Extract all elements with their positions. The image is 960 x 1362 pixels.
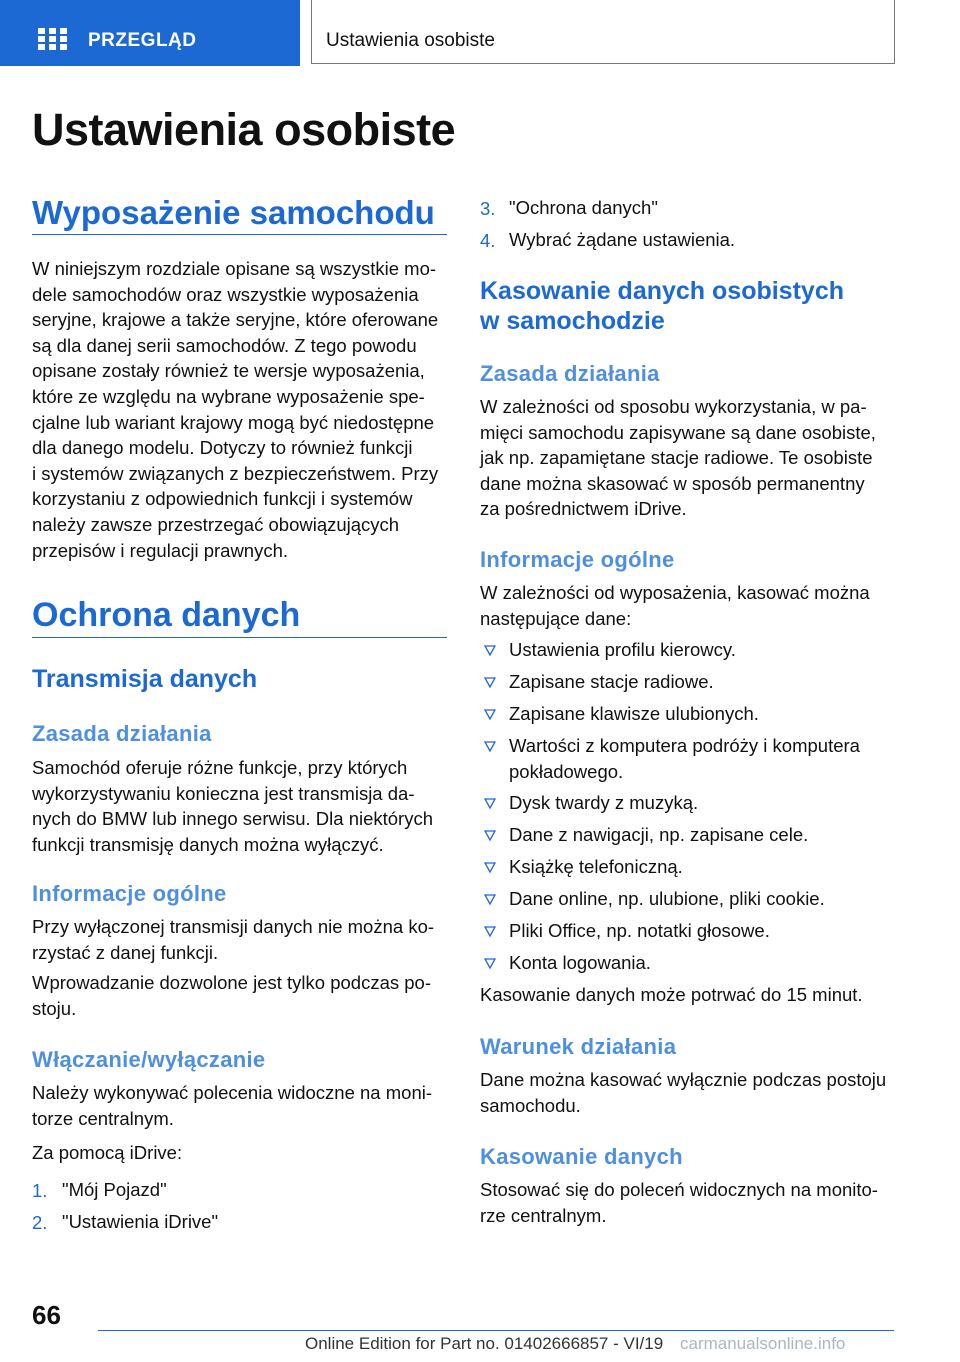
heading-line: Kasowanie danych osobistych [480,277,844,305]
heading-toggle: Włączanie/wyłączanie [32,1047,266,1072]
text-line: W zależności od sposobu wykorzystania, w pa‐ [480,396,867,417]
grid-menu-icon [38,28,68,50]
list-item: Dysk twardy z muzyką. [509,792,699,813]
list-item: Konta logowania. [509,952,651,973]
text-line: i systemów związanych z bezpieczeństwem. Przy [32,462,439,484]
text-line: opisane zostały również te wersje wyposażenia, [32,360,425,382]
heading-data-protection: Ochrona danych [32,596,301,634]
equipment-paragraph [32,256,452,563]
overview-tab-label: PRZEGLĄD [88,30,197,51]
triangle-bullet-icon [484,830,496,842]
heading-principle: Zasada działania [32,721,212,746]
text-line: samochodu. [480,1094,581,1116]
text-line: za pośrednictwem iDrive. [480,498,687,520]
text-line: Przy wyłączonej transmisji danych nie można ko‐ [32,916,435,937]
page-number: 66 [32,1300,61,1330]
text-line: nych do BMW lub innego serwisu. Dla niektórych [32,808,434,830]
text-line: jak np. zapamiętane stacje radiowe. Te osobiste [480,447,873,469]
text-line: korzystaniu z odpowiednich funkcji i systemów [32,488,413,510]
idrive-intro: Za pomocą iDrive: [32,1142,183,1163]
step-number: 4. [480,230,496,251]
heading-general-info: Informacje ogólne [480,547,675,572]
step-number: 3. [480,198,496,219]
text-line: rze centralnym. [480,1204,607,1226]
list-item: Zapisane stacje radiowe. [509,671,714,692]
toggle-paragraph [32,1080,452,1131]
text-line: mięci samochodu zapisywane są dane osobiste, [480,421,876,443]
text-line: dele samochodów oraz wszystkie wyposażenia [32,283,419,305]
text-line: następujące dane: [480,607,632,629]
triangle-bullet-icon [484,709,496,721]
top-navigation [0,0,960,66]
step-text: Wybrać żądane ustawienia. [509,229,736,250]
step-text: "Mój Pojazd" [62,1179,167,1200]
list-item: Pliki Office, np. notatki głosowe. [509,920,770,941]
heading-line: w samochodzie [480,307,665,335]
heading-rule [32,234,447,235]
footer-rule [98,1330,894,1331]
text-line: cjalne lub wariant krajowy mogą być niedostępne [32,411,435,433]
text-line: Dane można kasować wyłącznie podczas postoju [480,1069,887,1090]
delete-time-note: Kasowanie danych może potrwać do 15 minut. [480,984,863,1005]
text-line: dla danego modelu. Dotyczy to również funkcji [32,437,413,459]
general-paragraph-1 [32,914,452,965]
text-line: stoju. [32,997,77,1019]
triangle-bullet-icon [484,798,496,810]
list-item: Dane z nawigacji, np. zapisane cele. [509,824,809,845]
triangle-bullet-icon [484,958,496,970]
text-line: W niniejszym rozdziale opisane są wszystkie mo‐ [32,258,437,279]
edition-text: Online Edition for Part no. 01402666857 - VI/19 [305,1334,664,1353]
list-item [509,733,860,784]
current-section-label: Ustawienia osobiste [326,30,495,51]
principle-paragraph [32,755,452,857]
heading-equipment: Wyposażenie samochodu [32,194,435,231]
list-item: Zapisane klawisze ulubionych. [509,703,759,724]
overview-tab[interactable] [0,0,300,66]
text-line: torze centralnym. [32,1107,174,1129]
list-item: Dane online, np. ulubione, pliki cookie. [509,888,825,909]
list-item: Ustawienia profilu kierowcy. [509,639,736,660]
text-line: należy zawsze przestrzegać obowiązujących [32,513,400,535]
text-line: które ze względu na wybrane wyposażenie spe‐ [32,385,425,407]
text-line: dane można skasować w sposób permanentny [480,472,865,494]
triangle-bullet-icon [484,926,496,938]
watermark: carmanualsonline.info [680,1334,846,1353]
text-line: pokładowego. [509,760,624,782]
text-line: Wartości z komputera podróży i komputera [509,735,860,756]
triangle-bullet-icon [484,741,496,753]
text-line: Samochód oferuje różne funkcje, przy których [32,757,408,778]
text-line: przepisów i regulacji prawnych. [32,539,289,561]
general-paragraph-2 [32,970,452,1021]
heading-rule [32,637,447,638]
text-line: są dla danej serii samochodów. Z tego powodu [32,334,417,356]
principle-paragraph [480,394,900,522]
heading-condition: Warunek działania [480,1034,677,1059]
page-title: Ustawienia osobiste [32,104,456,155]
heading-principle: Zasada działania [480,361,660,386]
deleting-paragraph [480,1177,900,1228]
heading-deleting-data: Kasowanie danych [480,1144,683,1169]
text-line: wykorzystywaniu konieczna jest transmisja da‐ [32,782,415,804]
triangle-bullet-icon [484,645,496,657]
triangle-bullet-icon [484,677,496,689]
step-number: 1. [32,1180,48,1201]
current-section-tab[interactable] [311,0,895,64]
heading-delete-personal-data [480,276,844,336]
text-line: Należy wykonywać polecenia widoczne na moni‐ [32,1082,432,1103]
condition-paragraph [480,1067,900,1118]
step-text: "Ochrona danych" [509,197,658,218]
list-item: Książkę telefoniczną. [509,856,683,877]
text-line: Wprowadzanie dozwolone jest tylko podczas po‐ [32,972,431,993]
text-line: seryjne, krajowe a także seryjne, które oferowane [32,309,439,331]
text-line: funkcji transmisję danych można wyłączyć. [32,833,384,855]
text-line: Stosować się do poleceń widocznych na monito‐ [480,1179,878,1200]
step-number: 2. [32,1212,48,1233]
heading-data-transmission: Transmisja danych [32,665,258,693]
text-line: rzystać z danej funkcji. [32,941,219,963]
general-paragraph [480,580,900,631]
text-line: W zależności od wyposażenia, kasować można [480,582,870,603]
triangle-bullet-icon [484,894,496,906]
step-text: "Ustawienia iDrive" [62,1211,219,1232]
heading-general-info: Informacje ogólne [32,881,227,906]
triangle-bullet-icon [484,862,496,874]
